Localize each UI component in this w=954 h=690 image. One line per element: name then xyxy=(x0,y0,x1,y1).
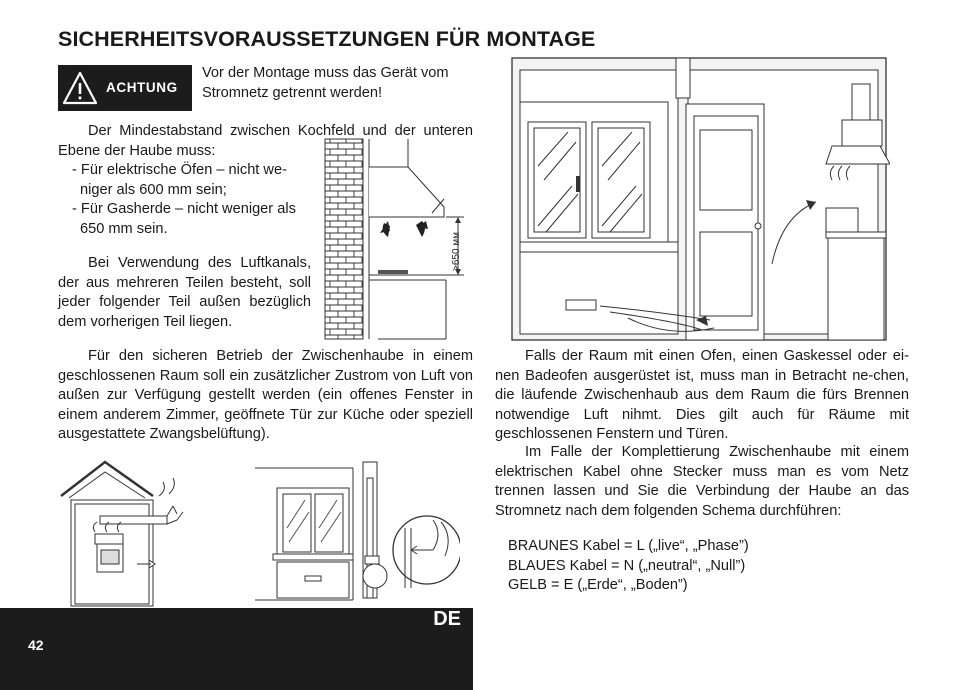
window-duct-figure xyxy=(255,458,460,608)
warning-text: Vor der Montage muss das Gerät vom Stromnetz getrennt werden! xyxy=(202,65,449,101)
duct-paragraph: Bei Verwendung des Luftkanals, der aus mehreren Teilen besteht, soll jeder folgender Teil außen bezüglich dem vorherigen Teil liegen. xyxy=(58,255,311,330)
page-title: SICHERHEITSVORAUSSETZUNGEN FÜR MONTAGE xyxy=(58,27,596,51)
list-item: GELB = E („Erde“, „Boden”) xyxy=(508,577,688,593)
hood-height-figure xyxy=(322,137,472,343)
house-ventilation-figure xyxy=(55,458,190,608)
height-label: >650 мм xyxy=(451,231,462,271)
room-air-figure xyxy=(510,56,890,344)
warning-badge xyxy=(58,65,192,111)
ventilation-paragraph: Für den sicheren Betrieb der Zwischenhaube in einem geschlossenen Raum soll ein zusätzlicher Zustrom von Luft von außen zur Verfügung gestellt werden (ein offenes Fenster in einem anderem Zimmer, geöffnete Tür zur Küche oder speziell ausgestattete Zwangsbelüftung). xyxy=(58,348,473,442)
cable-paragraph: Im Falle der Komplettierung Zwischenhaube mit einem elektrischen Kabel ohne Stecker muss man es vom Netz trennen lassen und Sie die Verbindung der Haube an das Stromnetz nach dem folgenden Schema durchführen: xyxy=(495,444,909,519)
list-item: niger als 600 mm sein; xyxy=(80,181,227,198)
distance-list xyxy=(72,161,317,239)
list-item: 650 mm sein. xyxy=(80,220,168,237)
list-item: BLAUES Kabel = N („neutral“, „Null”) xyxy=(508,557,746,574)
list-item: - Für Gasherde – nicht weniger als xyxy=(72,201,296,217)
list-item: BRAUNES Kabel = L („live“, „Phase”) xyxy=(508,538,749,554)
distance-intro: Der Mindestabstand zwischen Kochfeld und der unteren Ebene der Haube muss: xyxy=(58,123,473,159)
list-item: - Für elektrische Öfen – nicht we- xyxy=(72,162,287,178)
page-footer xyxy=(0,608,473,690)
room-paragraph: Falls der Raum mit einen Ofen, einen Gaskessel oder ei-nen Badeofen ausgerüstet ist, muss man in Betracht ne-chen, die läufende Zwischenhaub aus dem Raum die fürs Brennen notwendige Luft nihmt. Dies gilt auch für Räume mit geschlossenen Fenstern und Türen. xyxy=(495,348,909,442)
page-number: 42 xyxy=(28,637,44,653)
warning-label: ACHTUNG xyxy=(106,80,178,95)
warning-triangle-icon xyxy=(62,70,98,106)
language-label: DE xyxy=(433,608,461,630)
wiring-list xyxy=(508,537,808,596)
